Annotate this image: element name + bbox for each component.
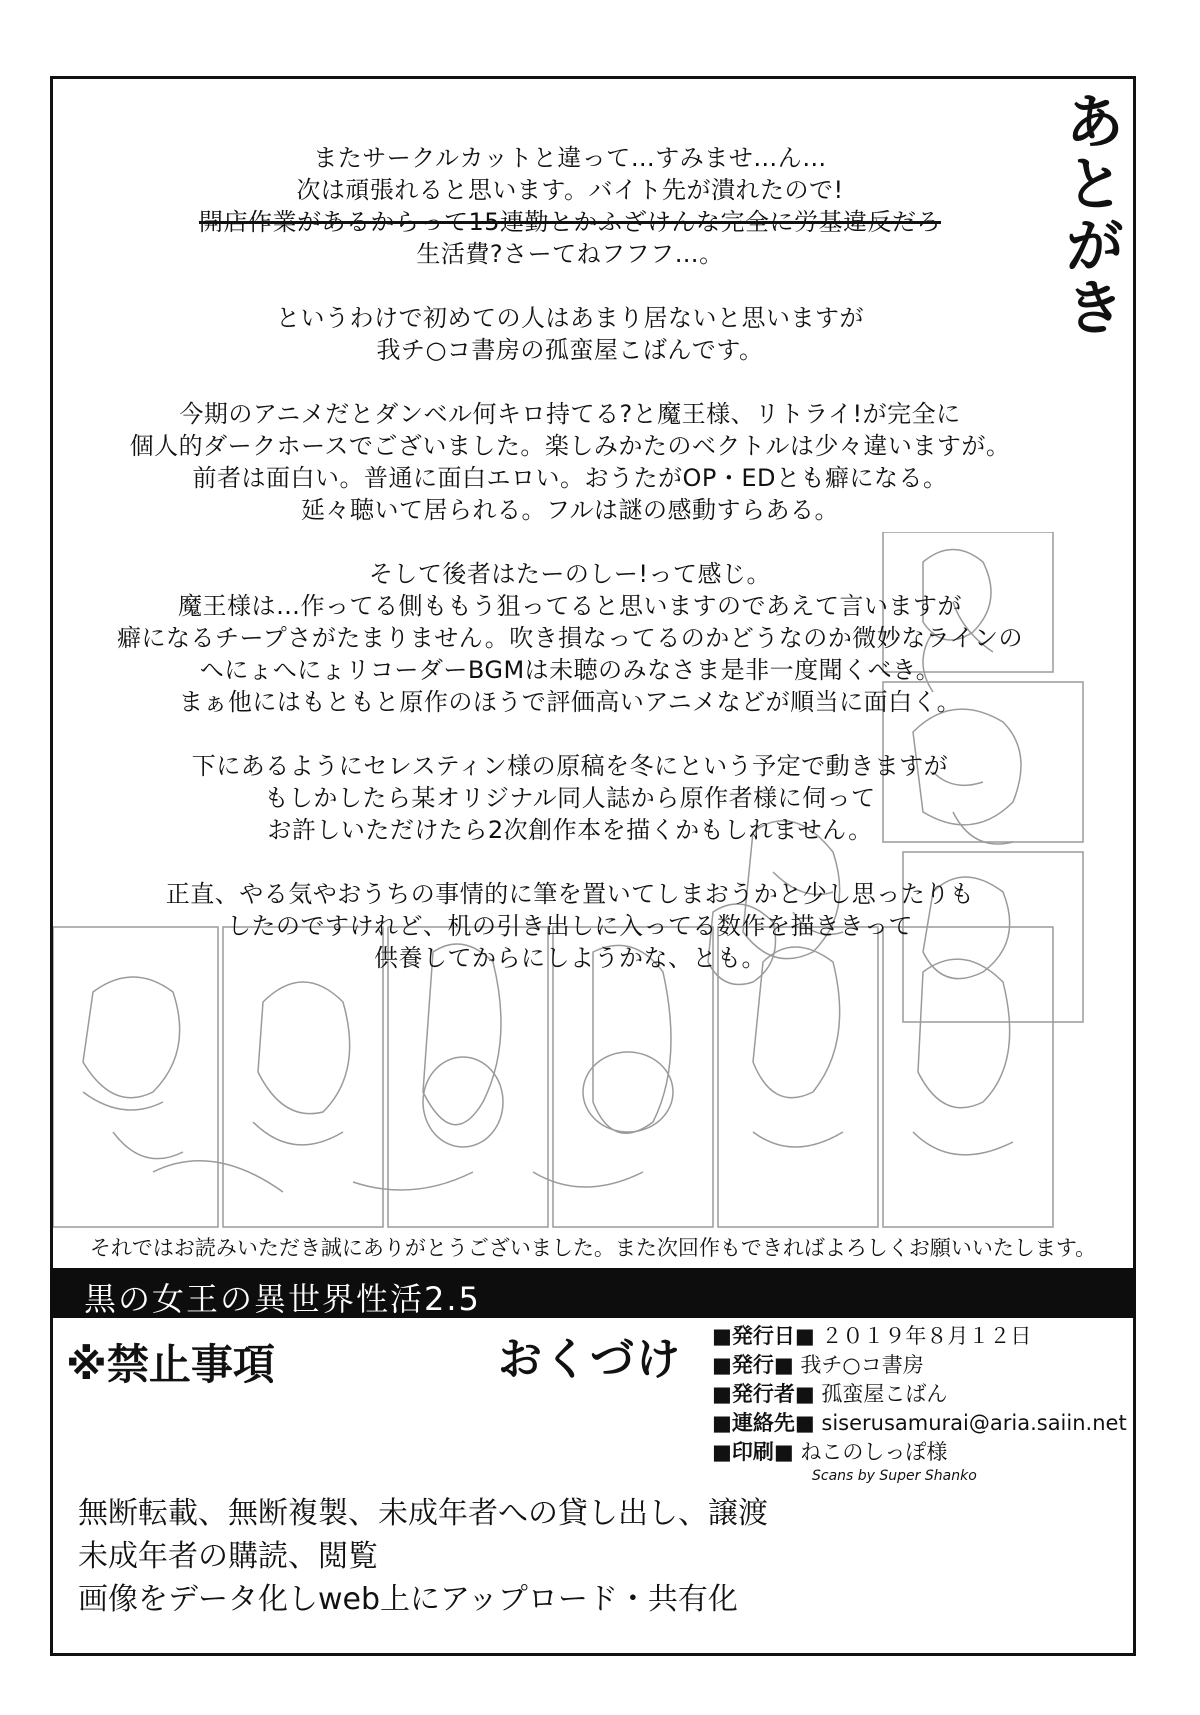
afterword-paragraph	[110, 750, 1030, 846]
colophon-label: ■連絡先■	[712, 1411, 815, 1435]
colophon-label: ■印刷■	[712, 1440, 794, 1464]
colophon-value: ２０１９年８月１２日	[821, 1324, 1032, 1348]
prohibited-heading: ※禁止事項	[66, 1340, 275, 1389]
afterword-paragraph	[110, 302, 1030, 366]
colophon-row	[712, 1409, 1127, 1438]
prohibited-item: 画像をデータ化しweb上にアップロード・共有化	[78, 1582, 738, 1617]
colophon-row	[712, 1380, 1127, 1409]
afterword-line: へにょへにょリコーダーBGMは未聴のみなさま是非一度聞くべき。	[199, 656, 941, 684]
afterword-paragraph	[110, 142, 1030, 206]
afterword-heading: あとがき	[1055, 90, 1125, 338]
book-title: 黒の女王の異世界性活2.5	[84, 1280, 481, 1318]
colophon-row	[712, 1322, 1127, 1351]
colophon-label: ■発行■	[712, 1353, 794, 1377]
prohibited-item: 未成年者の購読、閲覧	[78, 1539, 378, 1574]
colophon-row	[712, 1438, 1127, 1467]
afterword-line: 前者は面白い。普通に面白エロい。おうたがOP・EDとも癖になる。	[192, 464, 948, 492]
colophon-value: ねこのしっぽ様	[800, 1440, 948, 1464]
afterword-line: 供養してからにしようかな、とも。	[374, 944, 766, 972]
colophon-label: ■発行日■	[712, 1324, 815, 1348]
afterword-line: したのですけれど、机の引き出しに入ってる数作を描ききって	[227, 912, 913, 940]
afterword-line: 今期のアニメだとダンベル何キロ持てる?と魔王様、リトライ!が完全に	[179, 400, 961, 428]
afterword-line: 次は頑張れると思います。バイト先が潰れたので!	[296, 176, 844, 204]
scans-credit: Scans by Super Shanko	[812, 1468, 977, 1484]
colophon-label: ■発行者■	[712, 1382, 815, 1406]
book-title-bar	[50, 1268, 1136, 1318]
afterword-line: またサークルカットと違って…すみませ…ん…	[313, 144, 827, 172]
colophon-value: 孤蛮屋こばん	[821, 1382, 948, 1406]
afterword-line: まぁ他にはもともと原作のほうで評価高いアニメなどが順当に面白く。	[178, 688, 962, 716]
prohibited-item: 無断転載、無断複製、未成年者への貸し出し、譲渡	[78, 1496, 768, 1531]
afterword-line: 魔王様は…作ってる側ももう狙ってると思いますのであえて言いますが	[178, 592, 962, 620]
colophon-list	[712, 1322, 1127, 1467]
afterword-line: 延々聴いて居られる。フルは謎の感動すらある。	[300, 496, 840, 524]
afterword-line: そして後者はたーのしー!って感じ。	[368, 560, 772, 588]
afterword-paragraph	[110, 878, 1030, 974]
afterword-struck-line: 開店作業があるからって15連勤とかふざけんな完全に労基違反だろ	[198, 208, 942, 236]
colophon-value: 我チ○コ書房	[800, 1353, 924, 1377]
afterword-line: 下にあるようにセレスティン様の原稿を冬にという予定で動きますが	[191, 752, 949, 780]
afterword-paragraph	[110, 558, 1030, 718]
afterword-paragraph	[110, 206, 1030, 270]
afterword-line: お許しいただけたら2次創作本を描くかもしれません。	[267, 816, 873, 844]
afterword-paragraph	[110, 398, 1030, 526]
afterword-line: 我チ○コ書房の孤蛮屋こばんです。	[376, 336, 764, 364]
closing-thanks: それではお読みいただき誠にありがとうございました。また次回作もできればよろしくお願いいたします。	[68, 1232, 1118, 1262]
colophon-row	[712, 1351, 1127, 1380]
afterword-line: 正直、やる気やおうちの事情的に筆を置いてしまおうかと少し思ったりも	[165, 880, 975, 908]
afterword-line: というわけで初めての人はあまり居ないと思いますが	[276, 304, 864, 332]
afterword-line: 癖になるチープさがたまりません。吹き損なってるのかどうなのか微妙なラインの	[116, 624, 1024, 652]
afterword-line: 個人的ダークホースでございました。楽しみかたのベクトルは少々違いますが。	[129, 432, 1011, 460]
afterword-body	[110, 142, 1030, 1006]
prohibited-list	[78, 1492, 768, 1621]
afterword-line: もしかしたら某オリジナル同人誌から原作者様に伺って	[264, 784, 876, 812]
afterword-line: 生活費?さーてねフフフ…。	[416, 240, 724, 268]
colophon-title: おくづけ	[498, 1334, 682, 1385]
colophon-value: siserusamurai@aria.saiin.net	[821, 1411, 1127, 1435]
